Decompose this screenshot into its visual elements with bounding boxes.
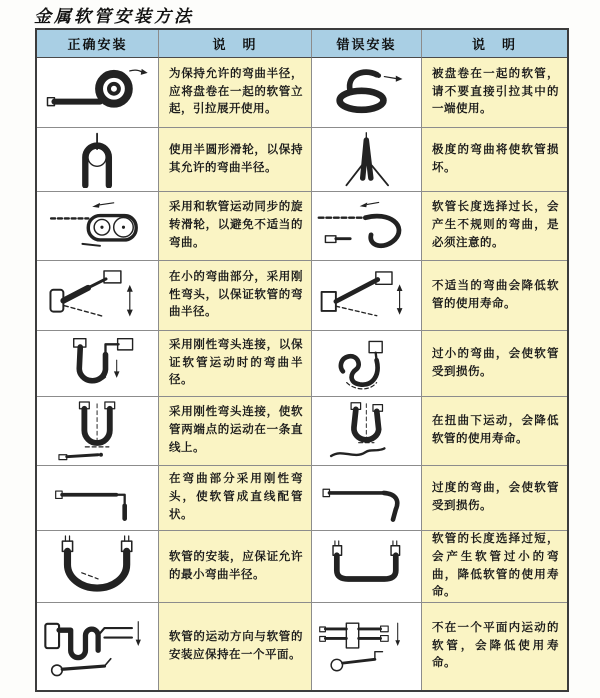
u-bend-minimum-radius-icon: [39, 534, 155, 599]
correct-description-cell: 采用和软管运动同步的旋转滑轮，以避免不适当的弯曲。: [159, 192, 312, 261]
correct-description-cell: 采用刚性弯头连接，以保证软管运动时的弯曲半径。: [159, 331, 312, 397]
overlong-hose-irregular-loop-icon: [314, 195, 419, 258]
wrong-install-image-cell: [312, 192, 422, 261]
correct-install-image-cell: [37, 603, 159, 690]
wrong-description-cell: 软管长度选择过长，会产生不规则的弯曲，是必须注意的。: [422, 192, 567, 261]
wrong-install-image-cell: [312, 466, 422, 531]
wrong-install-image-cell: [312, 331, 422, 397]
correct-install-image-cell: [37, 331, 159, 397]
correct-description-cell: 采用刚性弯头连接，使软管两端点的运动在一条直线上。: [159, 397, 312, 466]
hose-extreme-fold-icon: [314, 131, 419, 189]
short-hose-tight-bends-icon: [314, 534, 419, 599]
installation-table: [35, 28, 569, 692]
wrong-description-cell: 被盘卷在一起的软管，请不要直接引拉其中的一端使用。: [422, 58, 567, 128]
correct-description-cell: 为保持允许的弯曲半径，应将盘卷在一起的软管立起，引拉展开使用。: [159, 58, 312, 128]
wrong-install-image-cell: [312, 603, 422, 690]
wrong-install-image-cell: [312, 531, 422, 603]
motion-in-single-plane-icon: [39, 606, 155, 686]
coiled-hose-standing-unrolled-icon: [39, 61, 155, 124]
wrong-description-cell: 不在一个平面内运动的软管，会降低使用寿命。: [422, 603, 567, 690]
wrong-install-image-cell: [312, 397, 422, 466]
correct-description-cell: 在小的弯曲部分，采用刚性弯头，以保证软管的弯曲半径。: [159, 261, 312, 331]
correct-description-cell: 使用半圆形滑轮，以保持其允许的弯曲半径。: [159, 128, 312, 192]
header-correct-description: 说 明: [159, 30, 312, 58]
too-small-s-bend-icon: [314, 334, 419, 394]
straight-run-with-rigid-elbow-icon: [39, 469, 155, 528]
hose-over-semicircular-pulley-icon: [39, 131, 155, 189]
correct-description-cell: 软管的运动方向与软管的安装应保持在一个平面。: [159, 603, 312, 690]
rigid-elbows-inline-motion-icon: [39, 400, 155, 463]
wrong-install-image-cell: [312, 261, 422, 331]
correct-install-image-cell: [37, 261, 159, 331]
correct-install-image-cell: [37, 58, 159, 128]
correct-description-cell: 在弯曲部分采用刚性弯头，使软管成直线配管状。: [159, 466, 312, 531]
motion-out-of-plane-icon: [314, 606, 419, 686]
correct-install-image-cell: [37, 397, 159, 466]
correct-install-image-cell: [37, 128, 159, 192]
header-correct-install: 正确安装: [37, 30, 159, 58]
wrong-description-cell: 过度的弯曲，会使软管受到损伤。: [422, 466, 567, 531]
wrong-description-cell: 过小的弯曲，会使软管受到损伤。: [422, 331, 567, 397]
overbent-hose-end-icon: [314, 469, 419, 528]
twisted-u-motion-icon: [314, 400, 419, 463]
wrong-description-cell: 不适当的弯曲会降低软管的使用寿命。: [422, 261, 567, 331]
header-wrong-install: 错误安装: [312, 30, 422, 58]
hose-on-synchronized-rotating-pulleys-icon: [39, 195, 155, 258]
correct-install-image-cell: [37, 531, 159, 603]
coiled-hose-pulled-from-end-icon: [314, 61, 419, 124]
correct-description-cell: 软管的安装，应保证允许的最小弯曲半径。: [159, 531, 312, 603]
correct-install-image-cell: [37, 466, 159, 531]
wrong-description-cell: 在扭曲下运动，会降低软管的使用寿命。: [422, 397, 567, 466]
rigid-elbow-at-small-bend-icon: [39, 264, 155, 327]
wrong-description-cell: 极度的弯曲将使软管损坏。: [422, 128, 567, 192]
rigid-elbow-connection-u-bend-icon: [39, 334, 155, 394]
header-wrong-description: 说 明: [422, 30, 567, 58]
improper-angular-bend-icon: [314, 264, 419, 327]
wrong-install-image-cell: [312, 58, 422, 128]
correct-install-image-cell: [37, 192, 159, 261]
wrong-description-cell: 软管的长度选择过短，会产生软管过小的弯曲，降低软管的使用寿命。: [422, 531, 567, 603]
page-title: 金属软管安装方法: [34, 7, 194, 26]
wrong-install-image-cell: [312, 128, 422, 192]
